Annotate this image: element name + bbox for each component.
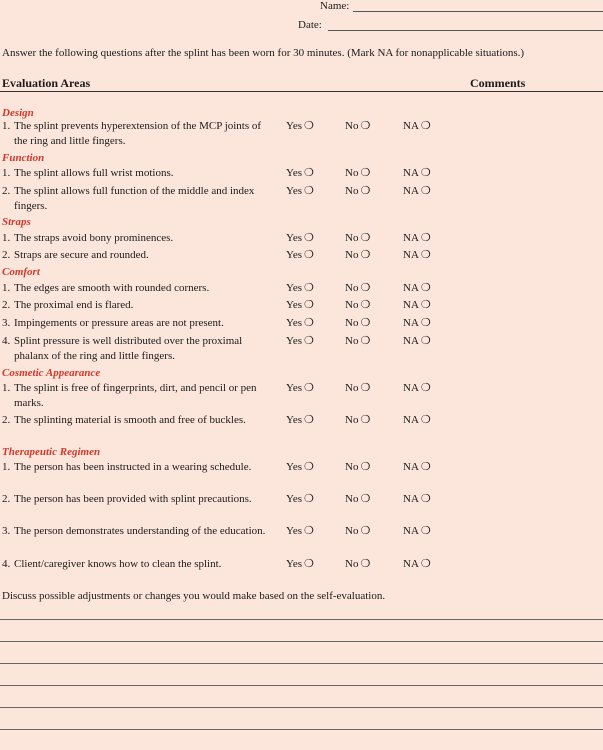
option-yes[interactable] xyxy=(286,281,314,296)
question-number: 2. xyxy=(2,414,11,426)
option-na-label: NA xyxy=(403,120,419,132)
option-yes-label: Yes xyxy=(286,299,303,311)
evaluation-areas-header: Evaluation Areas xyxy=(2,76,91,90)
question-number: 4. xyxy=(2,335,11,347)
date-line[interactable] xyxy=(328,30,603,31)
option-yes-label: Yes xyxy=(286,493,303,505)
radio-circle-icon[interactable]: ❍ xyxy=(360,493,371,505)
question-text: The edges are smooth with rounded corners. xyxy=(14,282,210,294)
radio-circle-icon[interactable]: ❍ xyxy=(420,558,431,570)
question-text: The person has been instructed in a wearing schedule. xyxy=(14,461,252,473)
option-yes-label: Yes xyxy=(286,335,303,347)
question-number: 1. xyxy=(2,461,11,473)
option-na-label: NA xyxy=(403,493,419,505)
radio-circle-icon[interactable]: ❍ xyxy=(420,317,431,329)
question-number: 1. xyxy=(2,282,11,294)
writing-line[interactable] xyxy=(0,641,603,642)
option-na[interactable] xyxy=(403,334,431,349)
option-na[interactable] xyxy=(403,184,431,199)
option-yes-label: Yes xyxy=(286,120,303,132)
section-title: Comfort xyxy=(2,266,40,278)
writing-line[interactable] xyxy=(0,729,603,730)
option-yes-label: Yes xyxy=(286,249,303,261)
option-no[interactable] xyxy=(345,248,370,263)
option-no-label: No xyxy=(345,525,359,537)
option-na-label: NA xyxy=(403,185,419,197)
option-yes-label: Yes xyxy=(286,282,303,294)
date-label: Date: xyxy=(298,19,322,31)
option-na[interactable] xyxy=(403,281,431,296)
option-yes[interactable] xyxy=(286,557,314,572)
option-yes[interactable] xyxy=(286,248,314,263)
radio-circle-icon[interactable]: ❍ xyxy=(420,493,431,505)
discuss-prompt: Discuss possible adjustments or changes you would make based on the self-evaluation. xyxy=(2,590,386,602)
writing-line[interactable] xyxy=(0,707,603,708)
option-yes-label: Yes xyxy=(286,232,303,244)
section-title: Cosmetic Appearance xyxy=(2,367,101,379)
question-number: 1. xyxy=(2,232,11,244)
radio-circle-icon[interactable]: ❍ xyxy=(420,461,431,473)
option-no-label: No xyxy=(345,317,359,329)
section-title: Straps xyxy=(2,216,31,228)
option-no[interactable] xyxy=(345,298,370,313)
option-na-label: NA xyxy=(403,249,419,261)
writing-line[interactable] xyxy=(0,663,603,664)
radio-circle-icon[interactable]: ❍ xyxy=(360,249,371,261)
option-yes[interactable] xyxy=(286,298,314,313)
question-text: The splint prevents hyperextension of the MCP joints of the ring and little fingers. xyxy=(14,120,262,147)
option-yes[interactable] xyxy=(286,119,314,134)
radio-circle-icon[interactable]: ❍ xyxy=(304,282,314,294)
option-no[interactable] xyxy=(345,231,370,246)
option-na[interactable] xyxy=(403,316,431,331)
question-text: The person demonstrates understanding of the education. xyxy=(14,525,266,537)
option-yes[interactable] xyxy=(286,460,314,475)
option-no[interactable] xyxy=(345,184,370,199)
question-text: Impingements or pressure areas are not present. xyxy=(14,317,224,329)
question-text: The splint allows full function of the middle and index fingers. xyxy=(14,185,255,212)
radio-circle-icon[interactable]: ❍ xyxy=(420,525,431,537)
radio-circle-icon[interactable]: ❍ xyxy=(304,249,314,261)
question-text: Client/caregiver knows how to clean the splint. xyxy=(14,558,222,570)
option-yes[interactable] xyxy=(286,413,314,428)
radio-circle-icon[interactable]: ❍ xyxy=(304,525,314,537)
instructions: Answer the following questions after the splint has been worn for 30 minutes. (Mark NA for nonapplicable situations.) xyxy=(2,47,525,59)
radio-circle-icon[interactable]: ❍ xyxy=(420,249,431,261)
option-na[interactable] xyxy=(403,298,431,313)
radio-circle-icon[interactable]: ❍ xyxy=(420,185,431,197)
radio-circle-icon[interactable]: ❍ xyxy=(420,382,431,394)
option-no-label: No xyxy=(345,299,359,311)
option-yes[interactable] xyxy=(286,524,314,539)
question-text: The straps avoid bony prominences. xyxy=(14,232,174,244)
radio-circle-icon[interactable]: ❍ xyxy=(360,382,371,394)
radio-circle-icon[interactable]: ❍ xyxy=(420,167,431,179)
radio-circle-icon[interactable]: ❍ xyxy=(304,317,314,329)
question-text: The person has been provided with splint precautions. xyxy=(14,493,252,505)
writing-line[interactable] xyxy=(0,619,603,620)
radio-circle-icon[interactable]: ❍ xyxy=(304,382,314,394)
option-no[interactable] xyxy=(345,524,370,539)
writing-line[interactable] xyxy=(0,685,603,686)
option-yes[interactable] xyxy=(286,231,314,246)
comments-header: Comments xyxy=(470,76,526,90)
option-no-label: No xyxy=(345,185,359,197)
option-na[interactable] xyxy=(403,524,431,539)
section-title: Therapeutic Regimen xyxy=(2,446,101,458)
name-label: Name: xyxy=(320,0,350,12)
radio-circle-icon[interactable]: ❍ xyxy=(420,299,431,311)
radio-circle-icon[interactable]: ❍ xyxy=(304,414,314,426)
question-number: 3. xyxy=(2,317,11,329)
option-no-label: No xyxy=(345,335,359,347)
radio-circle-icon[interactable]: ❍ xyxy=(360,335,371,347)
option-no[interactable] xyxy=(345,557,370,572)
option-na-label: NA xyxy=(403,232,419,244)
question-text: The splint allows full wrist motions. xyxy=(14,167,174,179)
option-na[interactable] xyxy=(403,231,431,246)
option-na-label: NA xyxy=(403,282,419,294)
option-yes[interactable] xyxy=(286,334,314,349)
option-no-label: No xyxy=(345,461,359,473)
option-na-label: NA xyxy=(403,299,419,311)
question-number: 2. xyxy=(2,299,11,311)
option-yes-label: Yes xyxy=(286,382,303,394)
option-na-label: NA xyxy=(403,414,419,426)
radio-circle-icon[interactable]: ❍ xyxy=(304,185,314,197)
option-na[interactable] xyxy=(403,119,431,134)
option-no-label: No xyxy=(345,282,359,294)
date-field[interactable] xyxy=(260,19,603,33)
option-no-label: No xyxy=(345,232,359,244)
question-number: 2. xyxy=(2,493,11,505)
radio-circle-icon[interactable]: ❍ xyxy=(360,461,371,473)
radio-circle-icon[interactable]: ❍ xyxy=(304,335,314,347)
option-yes[interactable] xyxy=(286,381,314,396)
radio-circle-icon[interactable]: ❍ xyxy=(420,120,431,132)
question-number: 2. xyxy=(2,249,11,261)
option-no-label: No xyxy=(345,167,359,179)
column-headers xyxy=(0,76,603,91)
option-yes[interactable] xyxy=(286,316,314,331)
question-text: The splint is free of fingerprints, dirt, and pencil or pen marks. xyxy=(14,382,257,409)
question-number: 1. xyxy=(2,382,11,394)
header-rule xyxy=(0,91,603,92)
name-field[interactable] xyxy=(260,0,603,14)
question-text: The proximal end is flared. xyxy=(14,299,134,311)
radio-circle-icon[interactable]: ❍ xyxy=(304,232,314,244)
radio-circle-icon[interactable]: ❍ xyxy=(304,299,314,311)
option-no-label: No xyxy=(345,120,359,132)
question-text: Splint pressure is well distributed over the proximal phalanx of the ring and little fingers. xyxy=(14,335,243,362)
radio-circle-icon[interactable]: ❍ xyxy=(360,558,371,570)
radio-circle-icon[interactable]: ❍ xyxy=(420,282,431,294)
option-na-label: NA xyxy=(403,335,419,347)
option-yes[interactable] xyxy=(286,184,314,199)
radio-circle-icon[interactable]: ❍ xyxy=(360,317,371,329)
radio-circle-icon[interactable]: ❍ xyxy=(360,120,371,132)
option-na[interactable] xyxy=(403,413,431,428)
option-no[interactable] xyxy=(345,281,370,296)
name-line[interactable] xyxy=(353,11,603,12)
question-number: 2. xyxy=(2,185,11,197)
option-no[interactable] xyxy=(345,316,370,331)
option-no[interactable] xyxy=(345,381,370,396)
option-yes[interactable] xyxy=(286,492,314,507)
option-na-label: NA xyxy=(403,167,419,179)
option-yes-label: Yes xyxy=(286,167,303,179)
option-no[interactable] xyxy=(345,492,370,507)
option-yes[interactable] xyxy=(286,166,314,181)
radio-circle-icon[interactable]: ❍ xyxy=(304,558,314,570)
question-text: Straps are secure and rounded. xyxy=(14,249,149,261)
option-yes-label: Yes xyxy=(286,558,303,570)
option-no-label: No xyxy=(345,382,359,394)
option-na-label: NA xyxy=(403,525,419,537)
question-number: 3. xyxy=(2,525,11,537)
question-number: 4. xyxy=(2,558,11,570)
radio-circle-icon[interactable]: ❍ xyxy=(360,232,371,244)
option-na-label: NA xyxy=(403,317,419,329)
radio-circle-icon[interactable]: ❍ xyxy=(304,493,314,505)
radio-circle-icon[interactable]: ❍ xyxy=(304,461,314,473)
question-number: 1. xyxy=(2,167,11,179)
option-na-label: NA xyxy=(403,382,419,394)
radio-circle-icon[interactable]: ❍ xyxy=(304,120,314,132)
option-na[interactable] xyxy=(403,557,431,572)
option-no[interactable] xyxy=(345,334,370,349)
option-yes-label: Yes xyxy=(286,461,303,473)
option-yes-label: Yes xyxy=(286,185,303,197)
option-na[interactable] xyxy=(403,460,431,475)
radio-circle-icon[interactable]: ❍ xyxy=(420,414,431,426)
option-no[interactable] xyxy=(345,460,370,475)
section-title: Function xyxy=(2,152,45,164)
radio-circle-icon[interactable]: ❍ xyxy=(420,335,431,347)
option-no[interactable] xyxy=(345,166,370,181)
section-title: Design xyxy=(2,107,34,119)
option-na-label: NA xyxy=(403,558,419,570)
option-no[interactable] xyxy=(345,413,370,428)
option-yes-label: Yes xyxy=(286,317,303,329)
radio-circle-icon[interactable]: ❍ xyxy=(360,167,371,179)
option-na[interactable] xyxy=(403,248,431,263)
option-yes-label: Yes xyxy=(286,414,303,426)
radio-circle-icon[interactable]: ❍ xyxy=(360,282,371,294)
option-no-label: No xyxy=(345,493,359,505)
option-na-label: NA xyxy=(403,461,419,473)
option-na[interactable] xyxy=(403,492,431,507)
radio-circle-icon[interactable]: ❍ xyxy=(420,232,431,244)
option-no-label: No xyxy=(345,249,359,261)
radio-circle-icon[interactable]: ❍ xyxy=(360,185,371,197)
option-na[interactable] xyxy=(403,166,431,181)
option-no-label: No xyxy=(345,558,359,570)
radio-circle-icon[interactable]: ❍ xyxy=(360,525,371,537)
radio-circle-icon[interactable]: ❍ xyxy=(360,299,371,311)
radio-circle-icon[interactable]: ❍ xyxy=(360,414,371,426)
radio-circle-icon[interactable]: ❍ xyxy=(304,167,314,179)
option-no[interactable] xyxy=(345,119,370,134)
option-yes-label: Yes xyxy=(286,525,303,537)
question-text: The splinting material is smooth and free of buckles. xyxy=(14,414,246,426)
option-no-label: No xyxy=(345,414,359,426)
option-na[interactable] xyxy=(403,381,431,396)
question-number: 1. xyxy=(2,120,11,132)
